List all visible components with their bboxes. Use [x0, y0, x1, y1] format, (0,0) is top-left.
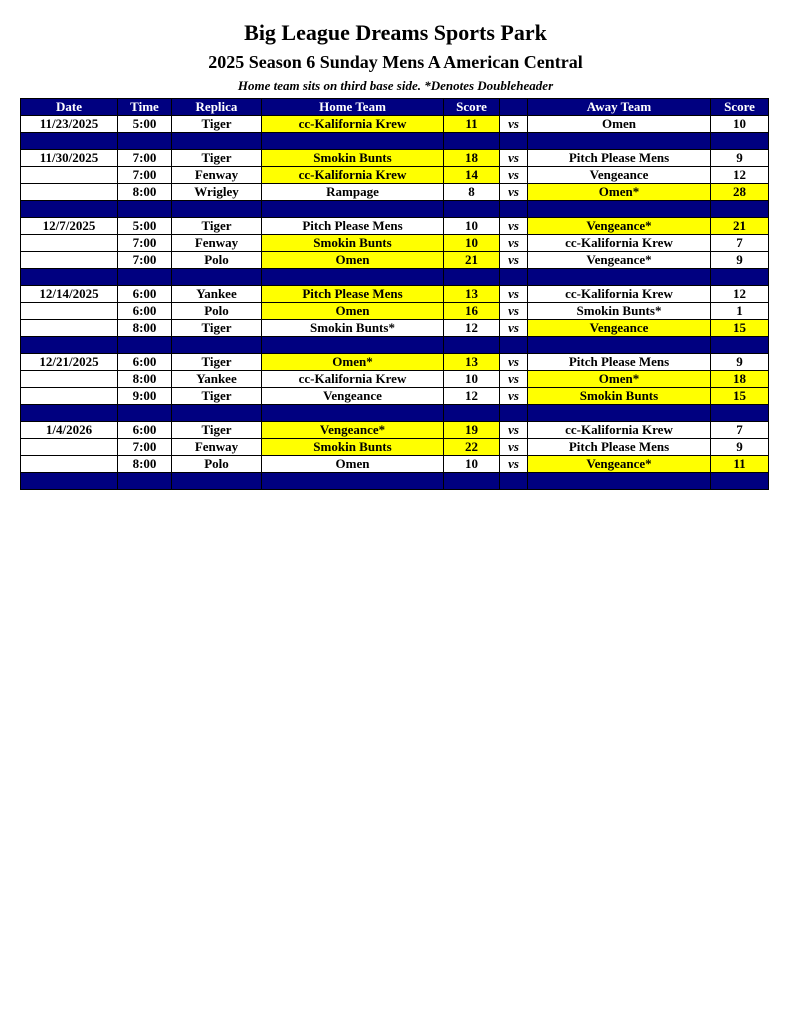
- cell-away-score: 9: [711, 439, 769, 456]
- game-row: [21, 252, 769, 269]
- cell-replica: Tiger: [172, 320, 262, 337]
- separator-cell: [711, 201, 769, 218]
- separator-cell: [444, 337, 500, 354]
- cell-home-team: Smokin Bunts: [262, 235, 444, 252]
- cell-date: [21, 320, 118, 337]
- cell-home-team: Rampage: [262, 184, 444, 201]
- cell-away-score: 7: [711, 422, 769, 439]
- cell-replica: Fenway: [172, 439, 262, 456]
- cell-vs: vs: [500, 422, 528, 439]
- game-row: [21, 354, 769, 371]
- separator-cell: [262, 133, 444, 150]
- separator-cell: [172, 201, 262, 218]
- game-row: [21, 388, 769, 405]
- separator-cell: [528, 201, 711, 218]
- game-row: [21, 320, 769, 337]
- schedule-table: [20, 98, 769, 490]
- separator-cell: [21, 133, 118, 150]
- separator-cell: [444, 473, 500, 490]
- cell-date: 12/21/2025: [21, 354, 118, 371]
- cell-replica: Tiger: [172, 388, 262, 405]
- game-row: [21, 150, 769, 167]
- col-header-replica: Replica: [172, 99, 262, 116]
- separator-cell: [172, 133, 262, 150]
- game-row: [21, 303, 769, 320]
- cell-date: [21, 167, 118, 184]
- week-separator-row: [21, 201, 769, 218]
- cell-date: [21, 388, 118, 405]
- cell-home-team: Smokin Bunts*: [262, 320, 444, 337]
- cell-home-team: Smokin Bunts: [262, 439, 444, 456]
- cell-away-score: 9: [711, 252, 769, 269]
- cell-vs: vs: [500, 371, 528, 388]
- cell-replica: Fenway: [172, 235, 262, 252]
- cell-time: 8:00: [118, 184, 172, 201]
- cell-vs: vs: [500, 439, 528, 456]
- cell-away-score: 1: [711, 303, 769, 320]
- separator-cell: [500, 201, 528, 218]
- col-header-away-score: Score: [711, 99, 769, 116]
- cell-away-score: 15: [711, 388, 769, 405]
- cell-away-team: Pitch Please Mens: [528, 439, 711, 456]
- separator-cell: [528, 405, 711, 422]
- game-row: [21, 456, 769, 473]
- cell-date: [21, 235, 118, 252]
- schedule-note: Home team sits on third base side. *Denotes Doubleheader: [237, 78, 554, 93]
- game-row: [21, 371, 769, 388]
- cell-vs: vs: [500, 388, 528, 405]
- cell-date: 11/23/2025: [21, 116, 118, 133]
- cell-home-team: Vengeance*: [262, 422, 444, 439]
- cell-away-team: Vengeance: [528, 167, 711, 184]
- game-row: [21, 235, 769, 252]
- cell-away-team: Pitch Please Mens: [528, 150, 711, 167]
- cell-home-score: 10: [444, 456, 500, 473]
- cell-away-team: cc-Kalifornia Krew: [528, 422, 711, 439]
- cell-time: 5:00: [118, 218, 172, 235]
- separator-cell: [118, 133, 172, 150]
- cell-replica: Wrigley: [172, 184, 262, 201]
- separator-cell: [444, 405, 500, 422]
- cell-home-score: 12: [444, 320, 500, 337]
- cell-date: [21, 371, 118, 388]
- cell-vs: vs: [500, 116, 528, 133]
- header-row: [21, 99, 769, 116]
- cell-away-team: Vengeance*: [528, 218, 711, 235]
- page-title: Big League Dreams Sports Park: [244, 20, 547, 45]
- separator-cell: [500, 133, 528, 150]
- separator-cell: [118, 201, 172, 218]
- cell-home-team: cc-Kalifornia Krew: [262, 371, 444, 388]
- separator-cell: [262, 269, 444, 286]
- separator-cell: [500, 473, 528, 490]
- cell-away-team: Vengeance*: [528, 456, 711, 473]
- cell-away-team: cc-Kalifornia Krew: [528, 235, 711, 252]
- cell-time: 6:00: [118, 354, 172, 371]
- cell-home-score: 14: [444, 167, 500, 184]
- game-row: [21, 167, 769, 184]
- cell-time: 7:00: [118, 439, 172, 456]
- cell-home-score: 21: [444, 252, 500, 269]
- cell-vs: vs: [500, 218, 528, 235]
- col-header-home-team: Home Team: [262, 99, 444, 116]
- separator-cell: [172, 337, 262, 354]
- separator-cell: [118, 405, 172, 422]
- cell-date: [21, 252, 118, 269]
- schedule-body: [21, 116, 769, 490]
- cell-away-score: 15: [711, 320, 769, 337]
- cell-time: 7:00: [118, 150, 172, 167]
- week-separator-row: [21, 473, 769, 490]
- col-header-date: Date: [21, 99, 118, 116]
- separator-cell: [21, 337, 118, 354]
- cell-vs: vs: [500, 286, 528, 303]
- separator-cell: [262, 473, 444, 490]
- cell-home-score: 10: [444, 371, 500, 388]
- game-row: [21, 218, 769, 235]
- cell-vs: vs: [500, 320, 528, 337]
- cell-vs: vs: [500, 184, 528, 201]
- cell-vs: vs: [500, 303, 528, 320]
- cell-date: [21, 439, 118, 456]
- separator-cell: [444, 269, 500, 286]
- cell-home-team: Omen: [262, 303, 444, 320]
- cell-time: 6:00: [118, 303, 172, 320]
- cell-away-score: 28: [711, 184, 769, 201]
- col-header-time: Time: [118, 99, 172, 116]
- cell-away-team: Smokin Bunts*: [528, 303, 711, 320]
- cell-away-score: 9: [711, 150, 769, 167]
- cell-replica: Tiger: [172, 150, 262, 167]
- cell-home-team: cc-Kalifornia Krew: [262, 116, 444, 133]
- cell-vs: vs: [500, 150, 528, 167]
- cell-replica: Tiger: [172, 422, 262, 439]
- cell-replica: Fenway: [172, 167, 262, 184]
- cell-home-score: 10: [444, 235, 500, 252]
- week-separator-row: [21, 337, 769, 354]
- cell-away-team: Smokin Bunts: [528, 388, 711, 405]
- cell-vs: vs: [500, 456, 528, 473]
- cell-vs: vs: [500, 354, 528, 371]
- cell-away-score: 12: [711, 167, 769, 184]
- separator-cell: [172, 269, 262, 286]
- cell-home-team: Omen: [262, 252, 444, 269]
- game-row: [21, 439, 769, 456]
- separator-cell: [262, 201, 444, 218]
- separator-cell: [21, 473, 118, 490]
- separator-cell: [500, 405, 528, 422]
- game-row: [21, 116, 769, 133]
- cell-home-team: Vengeance: [262, 388, 444, 405]
- cell-home-score: 13: [444, 354, 500, 371]
- cell-time: 8:00: [118, 371, 172, 388]
- week-separator-row: [21, 269, 769, 286]
- separator-cell: [711, 133, 769, 150]
- week-separator-row: [21, 405, 769, 422]
- separator-cell: [500, 337, 528, 354]
- cell-away-score: 7: [711, 235, 769, 252]
- separator-cell: [21, 201, 118, 218]
- cell-replica: Polo: [172, 456, 262, 473]
- cell-away-score: 21: [711, 218, 769, 235]
- game-row: [21, 286, 769, 303]
- cell-away-team: cc-Kalifornia Krew: [528, 286, 711, 303]
- cell-home-team: Omen: [262, 456, 444, 473]
- cell-vs: vs: [500, 252, 528, 269]
- separator-cell: [500, 269, 528, 286]
- cell-date: 12/14/2025: [21, 286, 118, 303]
- separator-cell: [711, 405, 769, 422]
- cell-away-team: Pitch Please Mens: [528, 354, 711, 371]
- page-subtitle: 2025 Season 6 Sunday Mens A American Central: [208, 52, 583, 72]
- cell-time: 7:00: [118, 235, 172, 252]
- separator-cell: [118, 269, 172, 286]
- cell-home-score: 8: [444, 184, 500, 201]
- cell-time: 8:00: [118, 320, 172, 337]
- cell-date: [21, 184, 118, 201]
- separator-cell: [711, 337, 769, 354]
- cell-time: 5:00: [118, 116, 172, 133]
- separator-cell: [262, 405, 444, 422]
- cell-date: [21, 456, 118, 473]
- cell-home-score: 11: [444, 116, 500, 133]
- cell-home-score: 12: [444, 388, 500, 405]
- cell-home-score: 16: [444, 303, 500, 320]
- cell-home-team: Smokin Bunts: [262, 150, 444, 167]
- cell-date: 12/7/2025: [21, 218, 118, 235]
- cell-home-team: Pitch Please Mens: [262, 218, 444, 235]
- cell-away-score: 9: [711, 354, 769, 371]
- cell-away-team: Vengeance: [528, 320, 711, 337]
- cell-home-team: Pitch Please Mens: [262, 286, 444, 303]
- cell-home-team: Omen*: [262, 354, 444, 371]
- cell-time: 8:00: [118, 456, 172, 473]
- cell-date: 1/4/2026: [21, 422, 118, 439]
- cell-away-score: 10: [711, 116, 769, 133]
- cell-away-score: 12: [711, 286, 769, 303]
- separator-cell: [118, 337, 172, 354]
- cell-away-team: Vengeance*: [528, 252, 711, 269]
- separator-cell: [21, 269, 118, 286]
- separator-cell: [444, 133, 500, 150]
- cell-away-team: Omen*: [528, 184, 711, 201]
- cell-home-score: 22: [444, 439, 500, 456]
- cell-home-score: 13: [444, 286, 500, 303]
- separator-cell: [528, 269, 711, 286]
- cell-replica: Polo: [172, 303, 262, 320]
- cell-replica: Yankee: [172, 286, 262, 303]
- separator-cell: [118, 473, 172, 490]
- cell-away-score: 18: [711, 371, 769, 388]
- separator-cell: [528, 133, 711, 150]
- cell-time: 7:00: [118, 252, 172, 269]
- separator-cell: [172, 473, 262, 490]
- cell-replica: Tiger: [172, 218, 262, 235]
- cell-replica: Yankee: [172, 371, 262, 388]
- game-row: [21, 422, 769, 439]
- separator-cell: [711, 473, 769, 490]
- cell-time: 9:00: [118, 388, 172, 405]
- col-header-vs: [500, 99, 528, 116]
- cell-replica: Tiger: [172, 116, 262, 133]
- cell-replica: Tiger: [172, 354, 262, 371]
- cell-time: 6:00: [118, 286, 172, 303]
- cell-home-score: 18: [444, 150, 500, 167]
- cell-vs: vs: [500, 167, 528, 184]
- cell-away-score: 11: [711, 456, 769, 473]
- cell-date: [21, 303, 118, 320]
- cell-time: 7:00: [118, 167, 172, 184]
- separator-cell: [262, 337, 444, 354]
- separator-cell: [711, 269, 769, 286]
- cell-away-team: Omen: [528, 116, 711, 133]
- separator-cell: [172, 405, 262, 422]
- separator-cell: [444, 201, 500, 218]
- separator-cell: [21, 405, 118, 422]
- col-header-away-team: Away Team: [528, 99, 711, 116]
- cell-replica: Polo: [172, 252, 262, 269]
- col-header-home-score: Score: [444, 99, 500, 116]
- cell-home-team: cc-Kalifornia Krew: [262, 167, 444, 184]
- separator-cell: [528, 337, 711, 354]
- cell-away-team: Omen*: [528, 371, 711, 388]
- cell-home-score: 19: [444, 422, 500, 439]
- game-row: [21, 184, 769, 201]
- cell-time: 6:00: [118, 422, 172, 439]
- cell-date: 11/30/2025: [21, 150, 118, 167]
- cell-home-score: 10: [444, 218, 500, 235]
- separator-cell: [528, 473, 711, 490]
- cell-vs: vs: [500, 235, 528, 252]
- week-separator-row: [21, 133, 769, 150]
